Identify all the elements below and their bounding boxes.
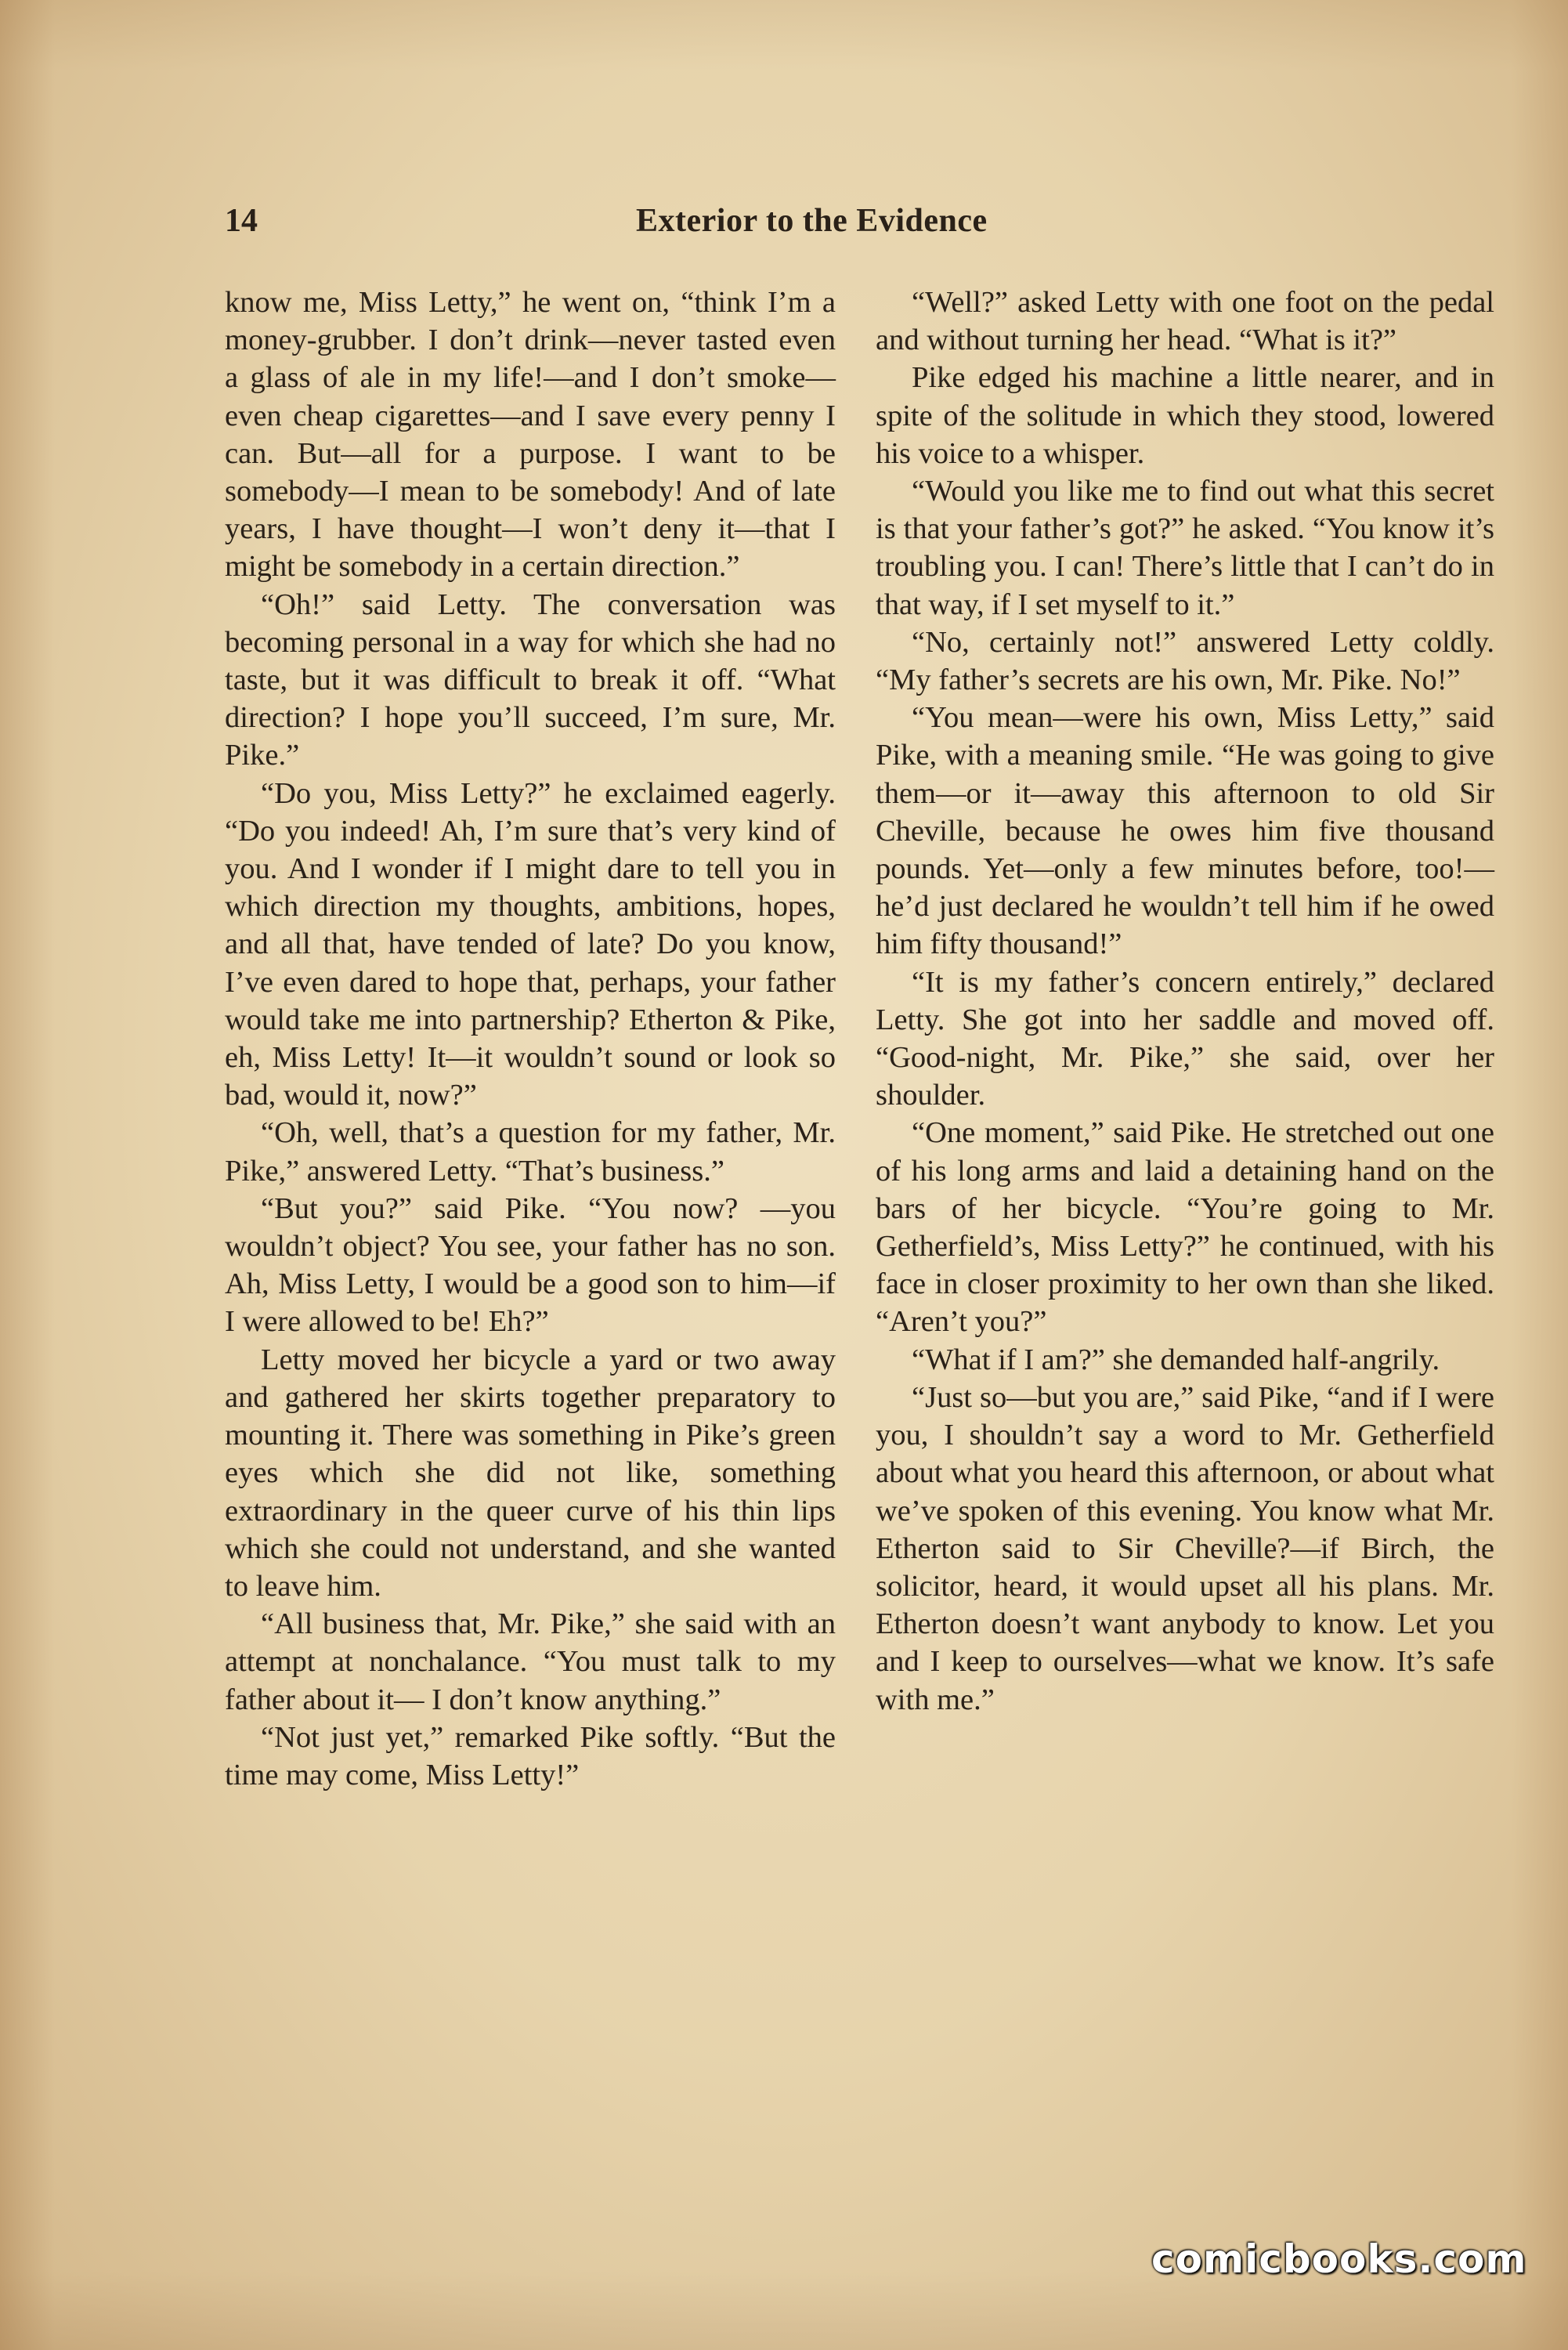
paragraph: “Would you like me to find out what this secret is that your father’s got?” he asked. “You know it’s troubling you. I can! There’s little that I can’t do in that way, if I set myself to it.”: [876, 475, 1494, 621]
paragraph: “No, certainly not!” answered Letty coldly. “My father’s secrets are his own, Mr. Pike. No!”: [876, 625, 1494, 697]
paragraph: Letty moved her bicycle a yard or two away and gathered her skirts together preparatory to mounting it. There was something in Pike’s green eyes which she did not like, something extraordinary in the queer curve of his thin lips which she could not understand, and she wanted to leave him.: [225, 1343, 836, 1603]
page-header: [0, 202, 1568, 249]
paragraph: “It is my father’s concern entirely,” declared Letty. She got into her saddle and moved off. “Good-night, Mr. Pike,” she said, over her shoulder.: [876, 965, 1494, 1112]
paragraph: “But you?” said Pike. “You now? —you wouldn’t object? You see, your father has no son. Ah, Miss Letty, I would be a good son to him—if I were allowed to be! Eh?”: [225, 1191, 836, 1339]
right-text-column: [876, 284, 1494, 1719]
paragraph: “Just so—but you are,” said Pike, “and if I were you, I shouldn’t say a word to Mr. Getherfield about what you heard this afternoon, or about what we’ve spoken of this evening. You know what Mr. Etherton said to Sir Cheville?—if Birch, the solicitor, heard, it would upset all his plans. Mr. Etherton doesn’t want anybody to know. Let you and I keep to ourselves—what we know. It’s safe with me.”: [876, 1380, 1494, 1716]
running-title: Exterior to the Evidence: [636, 203, 988, 239]
paragraph: know me, Miss Letty,” he went on, “think I’m a money-grubber. I don’t drink—never tasted even a glass of ale in my life!—and I don’t smoke—even cheap cigarettes—and I save every penny I can. But—all for a purpose. I want to be somebody—I mean to be somebody! And of late years, I have thought—I won’t deny it—that I might be somebody in a certain direction.”: [225, 286, 836, 584]
paragraph: “All business that, Mr. Pike,” she said with an attempt at nonchalance. “You must talk to my father about it— I don’t know anything.”: [225, 1607, 836, 1716]
paragraph: Pike edged his machine a little nearer, and in spite of the solitude in which they stood, lowered his voice to a whisper.: [876, 361, 1494, 470]
paragraph: “Not just yet,” remarked Pike softly. “But the time may come, Miss Letty!”: [225, 1720, 836, 1791]
page-number: 14: [225, 203, 258, 239]
left-text-column: [225, 284, 836, 1794]
paragraph: “Oh, well, that’s a question for my father, Mr. Pike,” answered Letty. “That’s business.”: [225, 1116, 836, 1188]
paragraph: “One moment,” said Pike. He stretched out one of his long arms and laid a detaining hand on the bars of her bicycle. “You’re going to Mr. Getherfield’s, Miss Letty?” he continued, with his face in closer proximity to her own than she liked. “Aren’t you?”: [876, 1116, 1494, 1339]
paragraph: “You mean—were his own, Miss Letty,” said Pike, with a meaning smile. “He was going to give them—or it—away this afternoon to old Sir Cheville, because he owes him five thousand pounds. Yet—only a few minutes before, too!—he’d just declared he wouldn’t tell him if he owed him fifty thousand!”: [876, 701, 1494, 961]
watermark: comicbooks.com: [1151, 2236, 1527, 2282]
paragraph: “What if I am?” she demanded half-angrily.: [912, 1343, 1440, 1376]
paragraph: “Well?” asked Letty with one foot on the pedal and without turning her head. “What is it?”: [876, 286, 1494, 357]
paragraph: “Do you, Miss Letty?” he exclaimed eagerly. “Do you indeed! Ah, I’m sure that’s very kind of you. And I wonder if I might dare to tell you in which direction my thoughts, ambitions, hopes, and all that, have tended of late? Do you know, I’ve even dared to hope that, perhaps, your father would take me into partnership? Etherton & Pike, eh, Miss Letty! It—it wouldn’t sound or look so bad, would it, now?”: [225, 776, 836, 1112]
paragraph: “Oh!” said Letty. The conversation was becoming personal in a way for which she had no taste, but it was difficult to break it off. “What direction? I hope you’ll succeed, I’m sure, Mr. Pike.”: [225, 588, 836, 772]
